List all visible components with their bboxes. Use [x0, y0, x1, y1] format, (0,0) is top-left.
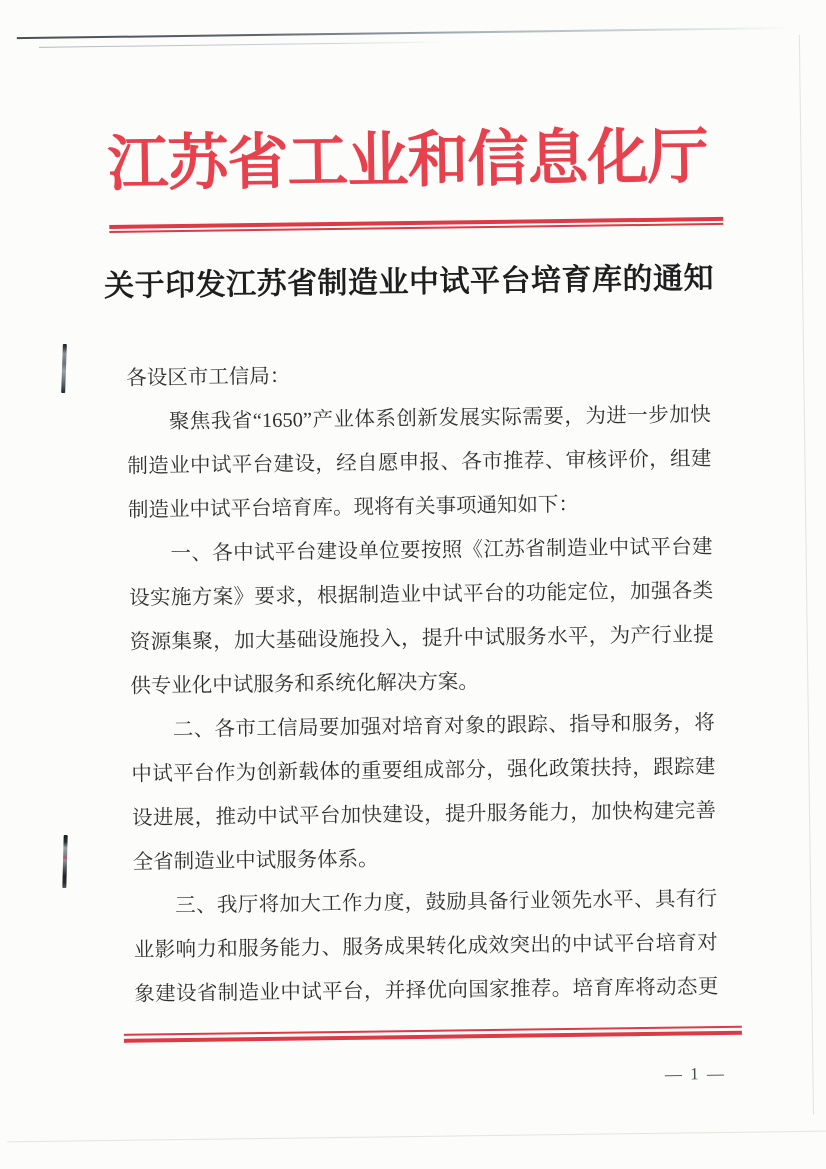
body-line: 全省制造业中试服务体系。: [132, 848, 379, 874]
body-line: 象建设省制造业中试平台，并择优向国家推荐。培育库将动态更: [134, 976, 719, 1006]
page-top-edge: [17, 27, 791, 39]
body-line: 设实施方案》要求，根据制造业中试平台的功能定位，加强各类: [129, 580, 714, 610]
body-line: 制造业中试平台培育库。现将有关事项通知如下：: [127, 493, 580, 522]
document-body: [126, 349, 719, 1017]
body-line: 供专业化中试服务和系统化解决方案。: [130, 671, 479, 698]
page-bottom-edge: [7, 1131, 826, 1143]
body-line: 二、各市工信局要加强对培育对象的跟踪、指导和服务，将: [172, 712, 715, 742]
body-line: 三、我厅将加大工作力度，鼓励具备行业领先水平、具有行: [175, 888, 718, 918]
body-line: 各设区市工信局：: [126, 365, 291, 390]
footer-divider: [124, 1026, 742, 1043]
body-line: 业影响力和服务能力、服务成果转化成效突出的中试平台培育对: [133, 932, 718, 962]
document-title: 关于印发江苏省制造业中试平台培育库的通知: [103, 262, 715, 304]
page-top-edge-shadow: [39, 41, 449, 47]
body-line: 聚焦我省“1650”产业体系创新发展实际需要，为进一步加快: [168, 404, 711, 434]
body-line: 制造业中试平台建设，经自愿申报、各市推荐、审核评价，组建: [127, 448, 712, 478]
body-line: 设进展，推动中试平台加快建设，提升服务能力，加快构建完善: [131, 800, 717, 830]
body-line: 一、各中试平台建设单位要按照《江苏省制造业中试平台建: [170, 536, 713, 566]
body-line: 资源集聚，加大基础设施投入，提升中试服务水平，为产行业提: [129, 624, 714, 654]
body-line: 中试平台作为创新载体的重要组成部分，强化政策扶持，跟踪建: [131, 756, 716, 786]
letterhead-agency-name: 江苏省工业和信息化厅: [107, 124, 708, 199]
page-right-edge: [799, 35, 814, 1115]
letterhead-divider: [109, 217, 723, 233]
page-number: — 1 —: [664, 1063, 727, 1084]
